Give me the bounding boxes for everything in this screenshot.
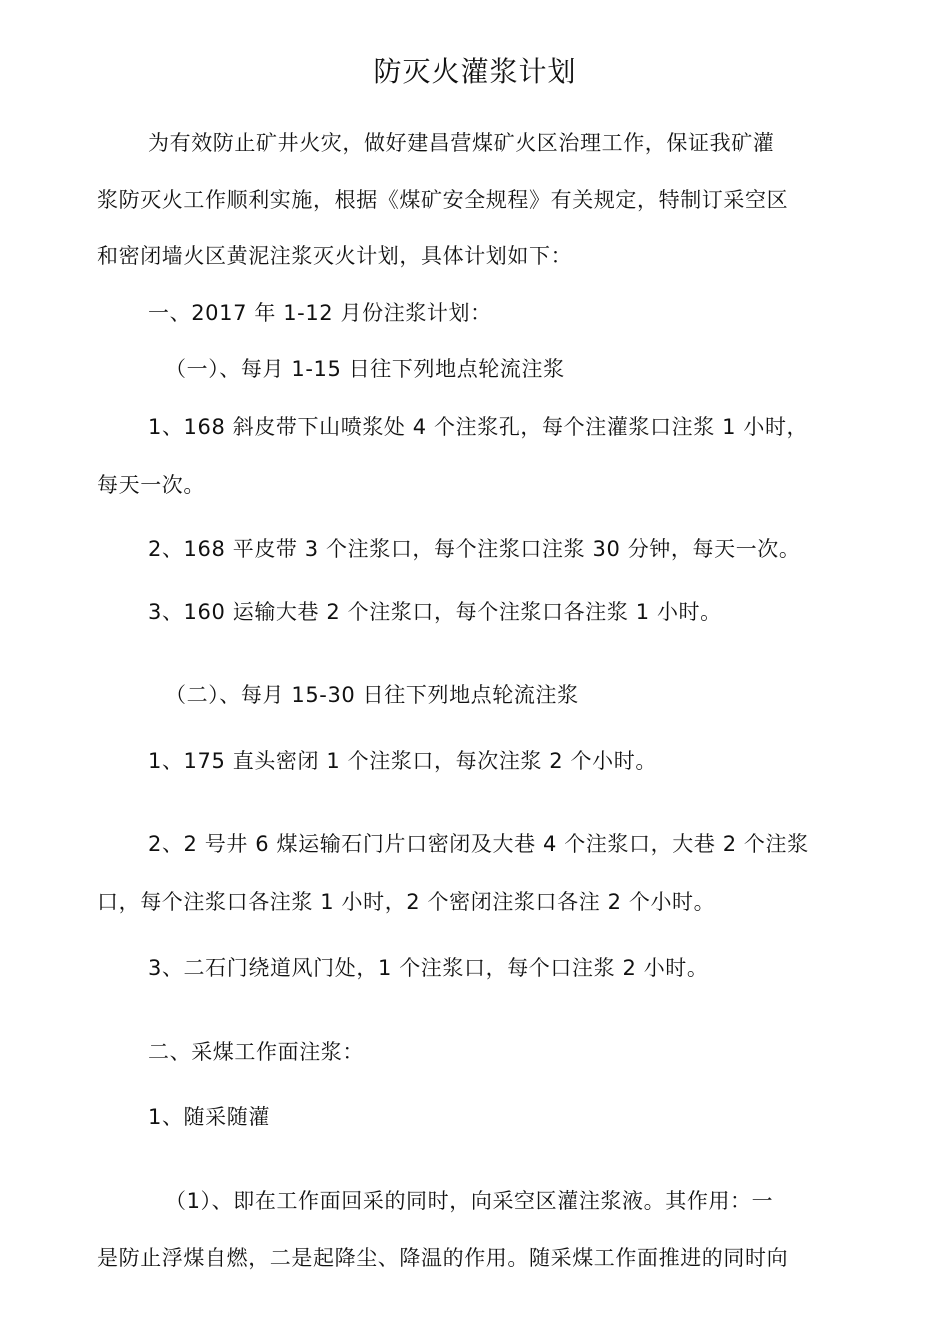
paragraph-line: 为有效防止矿井火灾，做好建昌营煤矿火区治理工作，保证我矿灌 bbox=[148, 131, 775, 155]
list-item: 2、168 平皮带 3 个注浆口，每个注浆口注浆 30 分钟，每天一次。 bbox=[148, 537, 801, 561]
list-item-continuation: 口，每个注浆口各注浆 1 小时，2 个密闭注浆口各注 2 个小时。 bbox=[97, 890, 716, 914]
subsection-heading: （二）、每月 15-30 日往下列地点轮流注浆 bbox=[165, 683, 579, 707]
paragraph-line: 浆防灭火工作顺利实施，根据《煤矿安全规程》有关规定，特制订采空区 bbox=[97, 188, 789, 212]
list-item: 1、随采随灌 bbox=[148, 1105, 270, 1129]
list-item: 3、160 运输大巷 2 个注浆口，每个注浆口各注浆 1 小时。 bbox=[148, 600, 722, 624]
list-item: 3、二石门绕道风门处，1 个注浆口，每个口注浆 2 小时。 bbox=[148, 956, 709, 980]
paragraph-line: 和密闭墙火区黄泥注浆灭火计划，具体计划如下： bbox=[97, 244, 573, 268]
section-heading: 一、2017 年 1-12 月份注浆计划： bbox=[148, 301, 492, 325]
subsection-heading: （一）、每月 1-15 日往下列地点轮流注浆 bbox=[165, 357, 565, 381]
section-heading: 二、采煤工作面注浆： bbox=[148, 1040, 364, 1064]
list-item-continuation: 每天一次。 bbox=[97, 473, 205, 497]
list-item: 1、168 斜皮带下山喷浆处 4 个注浆孔，每个注灌浆口注浆 1 小时， bbox=[148, 415, 809, 439]
paragraph-line: （1）、即在工作面回采的同时，向采空区灌注浆液。其作用：一 bbox=[165, 1189, 774, 1213]
paragraph-line: 是防止浮煤自燃，二是起降尘、降温的作用。随采煤工作面推进的同时向 bbox=[97, 1246, 789, 1270]
list-item: 1、175 直头密闭 1 个注浆口，每次注浆 2 个小时。 bbox=[148, 749, 657, 773]
list-item: 2、2 号井 6 煤运输石门片口密闭及大巷 4 个注浆口，大巷 2 个注浆 bbox=[148, 832, 809, 856]
document-title: 防灭火灌浆计划 bbox=[373, 55, 577, 88]
